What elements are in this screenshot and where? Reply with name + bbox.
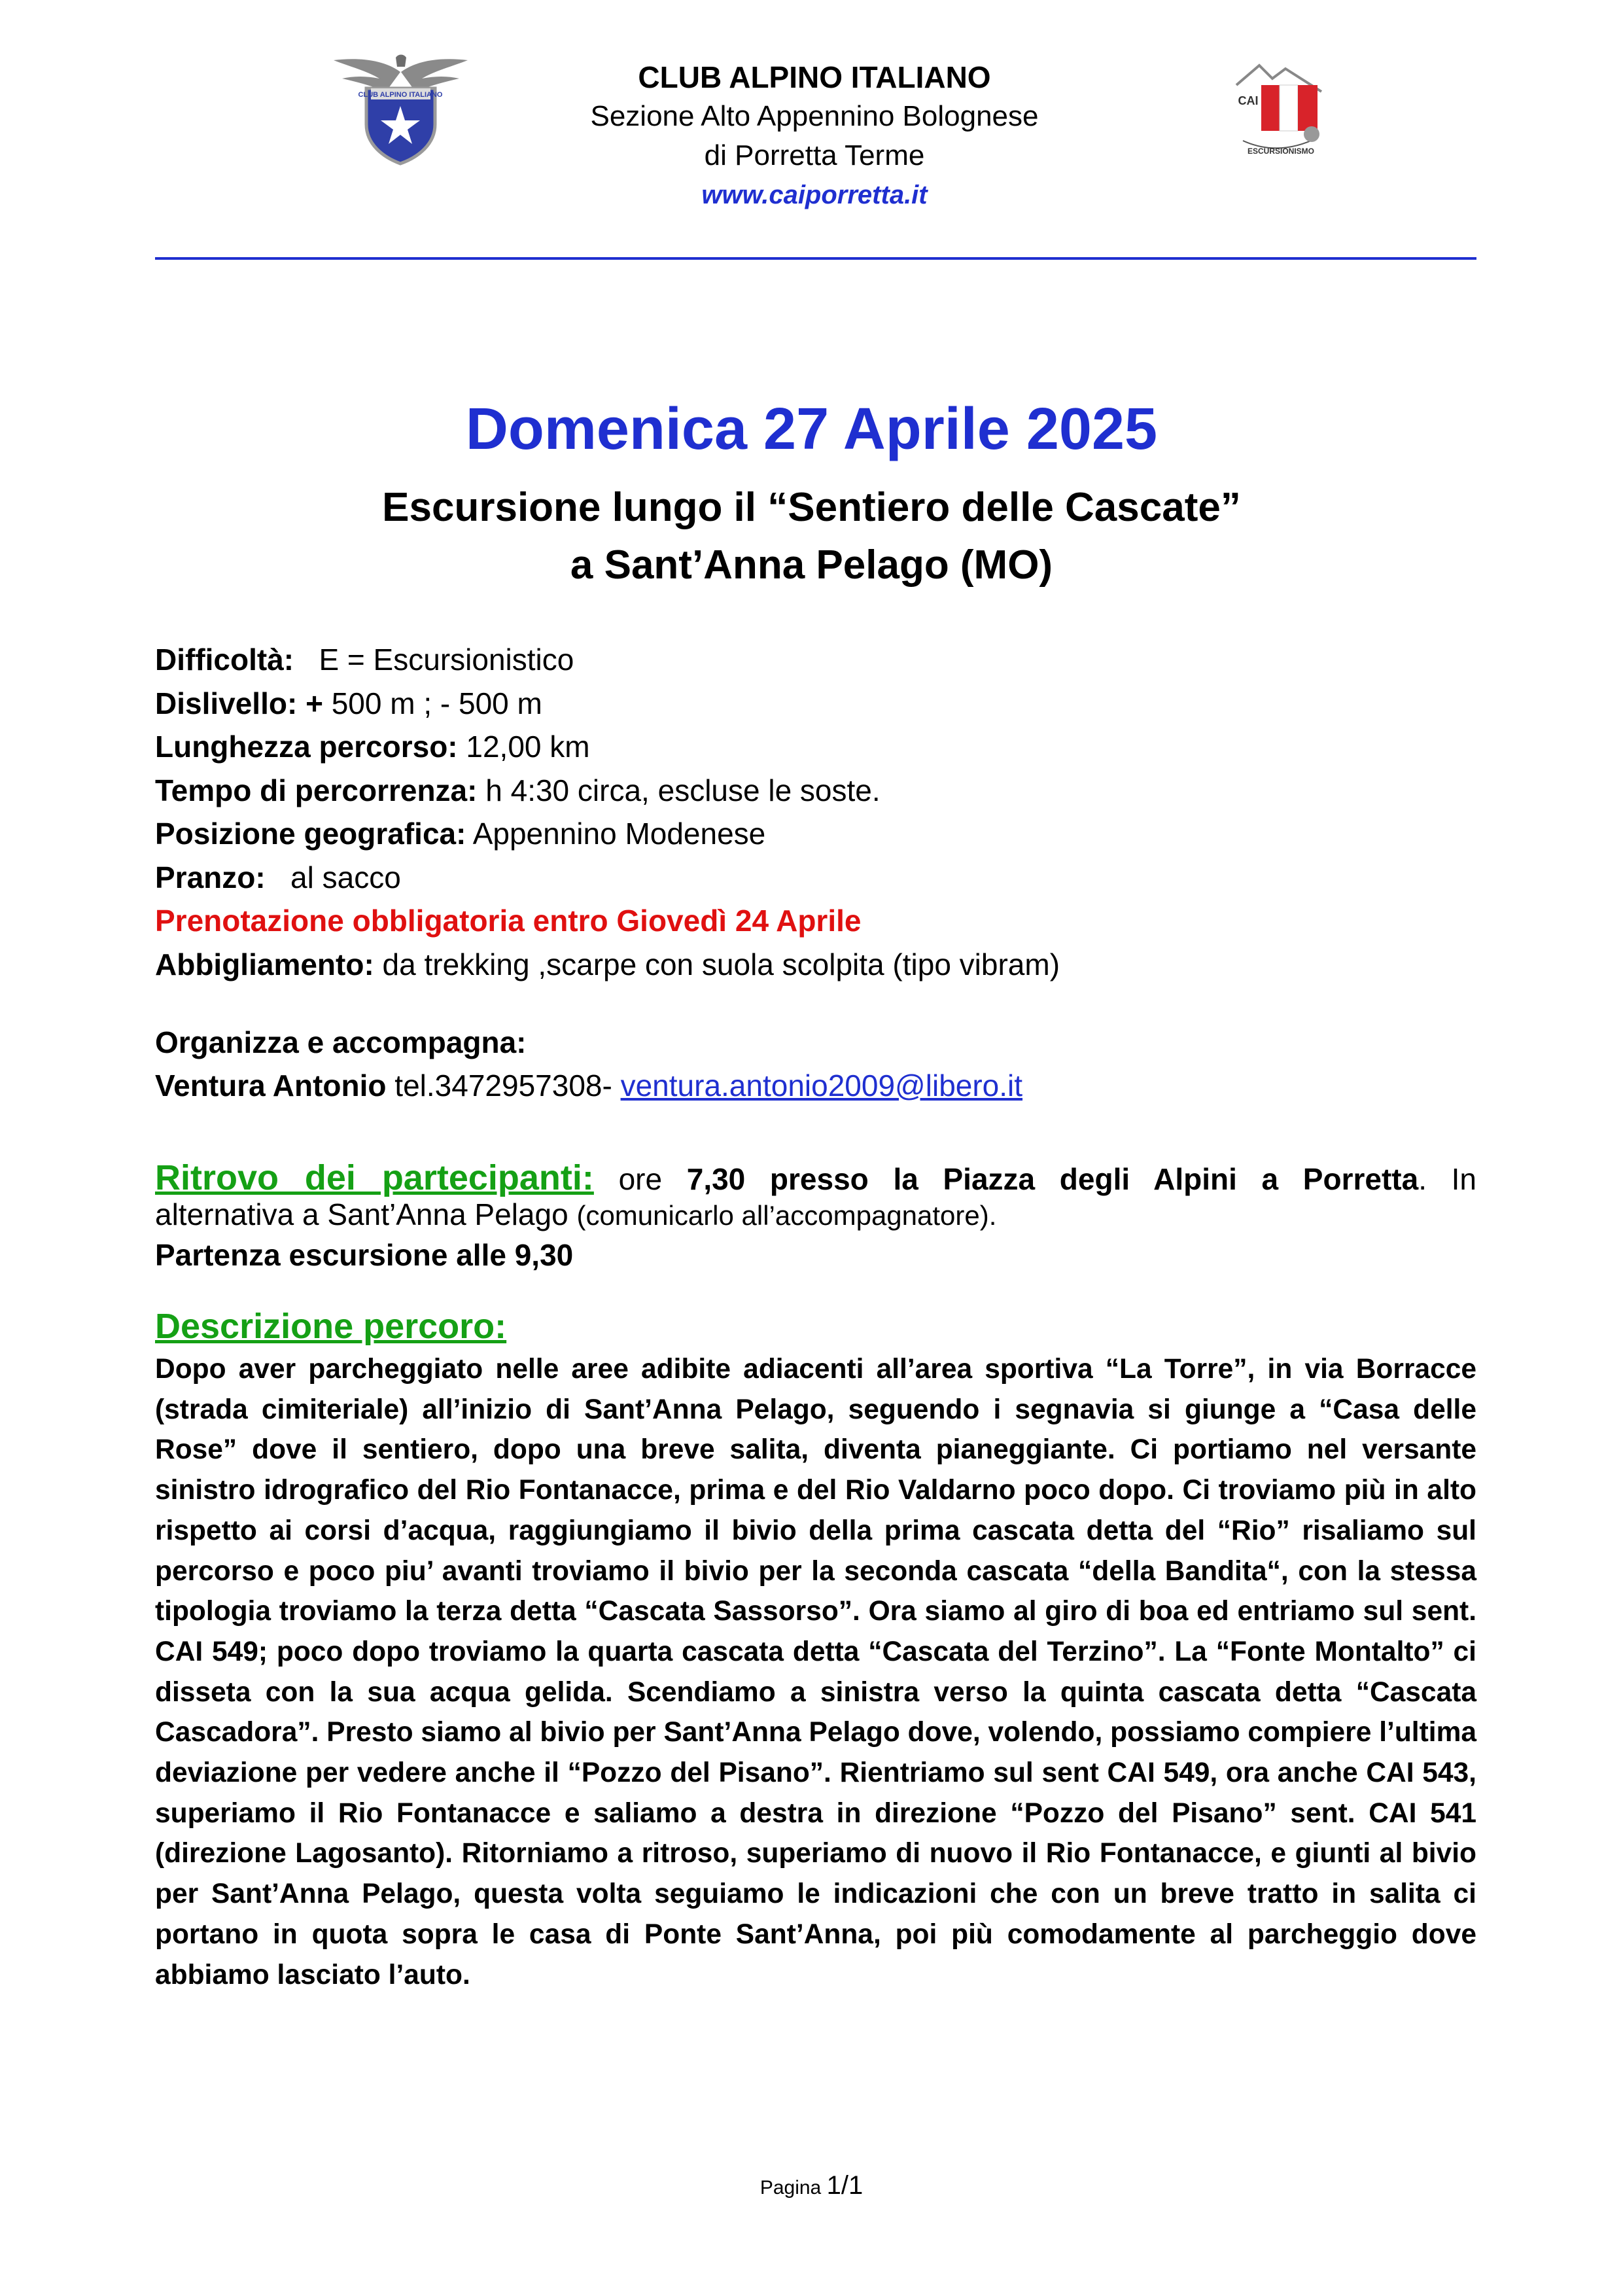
pranzo-label: Pranzo: [155,860,266,894]
description-text: Dopo aver parcheggiato nelle aree adibite adiacenti all’area sportiva “La Torre”, in via Borracce (strada cimiteriale) all’inizio di Sant’Anna Pelago, seguendo i segnavia si giunge a “Casa delle Rose” dove il sentiero, dopo una breve salita, diventa pianeggiante. Ci portiamo nel versante sinistro idrografico del Rio Fontanacce, prima e del Rio Valdarno poco dopo. Ci troviamo più in alto rispetto ai corsi d’acqua, raggiungiamo il bivio della prima cascata detta del “Rio” risaliamo sul percorso e poco piu’ avanti troviamo il bivio per la seconda cascata “della Bandita“, con la stessa tipologia troviamo la terza detta “Cascata Sassorso”. Ora siamo al giro di boa ed entriamo sul sent. CAI 549; poco dopo troviamo la quarta cascata detta “Cascata del Terzino”. La “Fonte Montalto” ci disseta con la sua acqua gelida. Scendiamo a sinistra verso la quinta cascata detta “Cascata Cascadora”. Presto siamo al bivio per Sant’Anna Pelago dove, volendo, possiamo compiere l’ultima deviazione per vedere anche il “Pozzo del Pisano”. Rientriamo sul sent CAI 549, ora anche CAI 543, superiamo il Rio Fontanacce e saliamo a destra in direzione “Pozzo del Pisano” sent. CAI 541 (direzione Lagosanto). Ritorniamo a ritroso, superiamo di nuovo il Rio Fontanacce, e giunti al bivio per Sant’Anna Pelago, questa volta seguiamo le indicazioni che con un breve tratto in salita ci portano in quota sopra le casa di Ponte Sant’Anna, poi più comodamente al parcheggio dove abbiamo lasciato l’auto. [155,1354,1476,1990]
page-label: Pagina [759,2177,822,2199]
difficolta-row [155,638,1483,682]
organizer-name: Ventura Antonio [155,1069,387,1103]
difficolta-label: Difficoltà: [155,643,294,677]
abbigliamento-label: Abbigliamento: [155,947,374,981]
dislivello-value: 500 m ; - 500 m [331,686,542,720]
start-time: Partenza escursione alle 9,30 [155,1238,574,1272]
posizione-value: Appennino Modenese [472,817,766,851]
meeting-block [155,1158,1476,1275]
abbigliamento-row [155,943,1483,987]
website-link[interactable]: www.caiporretta.it [701,181,928,209]
club-header [585,58,1043,215]
difficolta-value: E = Escursionistico [319,643,574,677]
posizione-label: Posizione geografica: [155,817,466,851]
meeting-time-pre: ore [618,1162,663,1196]
event-title-line2: a Sant’Anna Pelago (MO) [570,542,1053,588]
dislivello-label: Dislivello: + [155,686,323,720]
dislivello-row [155,682,1483,726]
abbigliamento-value: da trekking ,scarpe con suola scolpita (tipo vibram) [382,947,1060,981]
cai-logo [330,52,471,167]
pranzo-value: al sacco [290,860,401,894]
event-info [155,638,1483,986]
cai-escursionismo-logo [1230,56,1328,160]
lunghezza-row [155,725,1483,769]
prenotazione-notice: Prenotazione obbligatoria entro Giovedì 24 Aprile [155,904,862,938]
lunghezza-label: Lunghezza percorso: [155,730,458,764]
organizer-phone: tel.3472957308- [394,1069,612,1103]
escursionismo-logo-cai: CAI [1238,94,1259,107]
meeting-post: . In [1418,1162,1477,1196]
description-heading: Descrizione percoro: [155,1307,507,1346]
organizer-block [155,1021,1022,1107]
posizione-row [155,812,1483,856]
organizer-email-link[interactable]: ventura.antonio2009@libero.it [620,1069,1023,1103]
meeting-place: 7,30 presso la Piazza degli Alpini a Porretta [686,1162,1419,1196]
escursionismo-logo-text: ESCURSIONISMO [1247,147,1315,156]
meeting-alternative: alternativa a Sant’Anna Pelago [155,1197,568,1231]
club-name: CLUB ALPINO ITALIANO [638,60,991,94]
cai-logo-text: CLUB ALPINO ITALIANO [358,91,443,99]
meeting-heading: Ritrovo dei partecipanti: [155,1158,594,1197]
header-divider [155,257,1476,260]
section-location: di Porretta Terme [704,139,925,171]
page-number: 1/1 [826,2171,864,2200]
pranzo-row [155,856,1483,900]
organizer-heading: Organizza e accompagna: [155,1025,527,1059]
page-footer [0,2171,1623,2200]
tempo-value: h 4:30 circa, escluse le soste. [485,773,881,807]
meeting-alternative-note: (comunicarlo all’accompagnatore). [576,1200,997,1231]
tempo-label: Tempo di percorrenza: [155,773,478,807]
event-title-line1: Escursione lungo il “Sentiero delle Cascate” [382,485,1241,530]
event-date: Domenica 27 Aprile 2025 [465,397,1158,462]
lunghezza-value: 12,00 km [466,730,590,764]
tempo-row [155,769,1483,813]
section-name: Sezione Alto Appennino Bolognese [590,100,1039,132]
